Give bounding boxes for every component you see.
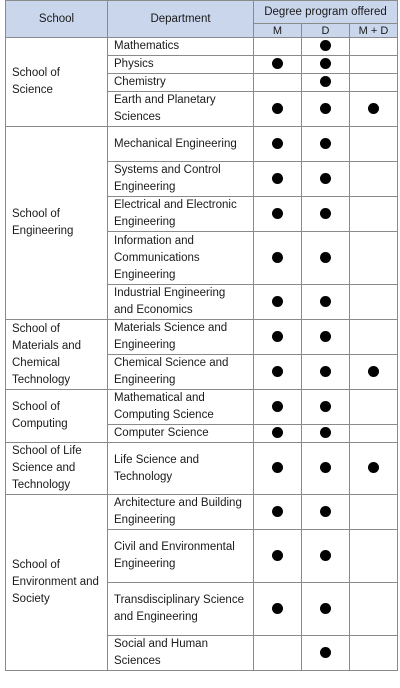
- degree-d-cell: [302, 197, 350, 232]
- degree-m-cell: [254, 232, 302, 285]
- header-department: Department: [108, 1, 254, 38]
- degree-md-cell: [350, 530, 398, 583]
- offered-dot-icon: [272, 427, 283, 438]
- offered-dot-icon: [320, 40, 331, 51]
- degree-d-cell: [302, 495, 350, 530]
- offered-dot-icon: [272, 462, 283, 473]
- offered-dot-icon: [272, 138, 283, 149]
- offered-dot-icon: [272, 58, 283, 69]
- degree-d-cell: [302, 636, 350, 671]
- degree-table-container: [5, 0, 398, 671]
- degree-md-cell: [350, 443, 398, 495]
- degree-m-cell: [254, 320, 302, 355]
- offered-dot-icon: [272, 173, 283, 184]
- department-name: Mechanical Engineering: [108, 127, 254, 162]
- degree-md-cell: [350, 355, 398, 390]
- degree-d-cell: [302, 56, 350, 74]
- degree-d-cell: [302, 530, 350, 583]
- table-row: [6, 127, 398, 162]
- department-name: Life Science and Technology: [108, 443, 254, 495]
- degree-d-cell: [302, 74, 350, 92]
- degree-m-cell: [254, 495, 302, 530]
- offered-dot-icon: [272, 506, 283, 517]
- offered-dot-icon: [272, 208, 283, 219]
- department-name: Earth and Planetary Sciences: [108, 92, 254, 127]
- department-name: Electrical and Electronic Engineering: [108, 197, 254, 232]
- offered-dot-icon: [320, 366, 331, 377]
- degree-d-cell: [302, 425, 350, 443]
- degree-md-cell: [350, 56, 398, 74]
- school-name: School of Computing: [6, 390, 108, 443]
- header-degree-program: Degree program offered: [254, 1, 398, 24]
- degree-m-cell: [254, 127, 302, 162]
- degree-d-cell: [302, 583, 350, 636]
- degree-md-cell: [350, 390, 398, 425]
- degree-md-cell: [350, 197, 398, 232]
- degree-m-cell: [254, 636, 302, 671]
- offered-dot-icon: [272, 103, 283, 114]
- offered-dot-icon: [272, 252, 283, 263]
- degree-md-cell: [350, 583, 398, 636]
- degree-m-cell: [254, 92, 302, 127]
- degree-d-cell: [302, 38, 350, 56]
- department-name: Architecture and Building Engineering: [108, 495, 254, 530]
- degree-md-cell: [350, 285, 398, 320]
- offered-dot-icon: [368, 366, 379, 377]
- offered-dot-icon: [320, 103, 331, 114]
- offered-dot-icon: [272, 331, 283, 342]
- degree-d-cell: [302, 232, 350, 285]
- degree-m-cell: [254, 390, 302, 425]
- department-name: Computer Science: [108, 425, 254, 443]
- degree-m-cell: [254, 355, 302, 390]
- offered-dot-icon: [320, 252, 331, 263]
- degree-md-cell: [350, 74, 398, 92]
- degree-m-cell: [254, 443, 302, 495]
- degree-m-cell: [254, 530, 302, 583]
- offered-dot-icon: [272, 603, 283, 614]
- degree-m-cell: [254, 425, 302, 443]
- degree-m-cell: [254, 162, 302, 197]
- offered-dot-icon: [320, 208, 331, 219]
- degree-m-cell: [254, 74, 302, 92]
- offered-dot-icon: [320, 550, 331, 561]
- offered-dot-icon: [272, 550, 283, 561]
- offered-dot-icon: [320, 173, 331, 184]
- offered-dot-icon: [320, 76, 331, 87]
- degree-d-cell: [302, 127, 350, 162]
- department-name: Chemistry: [108, 74, 254, 92]
- degree-md-cell: [350, 320, 398, 355]
- table-header: [6, 1, 398, 38]
- header-d: D: [302, 24, 350, 38]
- offered-dot-icon: [320, 427, 331, 438]
- offered-dot-icon: [320, 462, 331, 473]
- school-name: School of Life Science and Technology: [6, 443, 108, 495]
- degree-m-cell: [254, 38, 302, 56]
- department-name: Industrial Engineering and Economics: [108, 285, 254, 320]
- school-name: School of Engineering: [6, 127, 108, 320]
- offered-dot-icon: [320, 401, 331, 412]
- offered-dot-icon: [320, 296, 331, 307]
- offered-dot-icon: [272, 366, 283, 377]
- department-name: Social and Human Sciences: [108, 636, 254, 671]
- header-md: M + D: [350, 24, 398, 38]
- department-name: Materials Science and Engineering: [108, 320, 254, 355]
- department-name: Systems and Control Engineering: [108, 162, 254, 197]
- degree-m-cell: [254, 56, 302, 74]
- degree-d-cell: [302, 320, 350, 355]
- offered-dot-icon: [320, 58, 331, 69]
- department-name: Physics: [108, 56, 254, 74]
- degree-md-cell: [350, 636, 398, 671]
- school-name: School of Materials and Chemical Technology: [6, 320, 108, 390]
- degree-md-cell: [350, 495, 398, 530]
- offered-dot-icon: [320, 506, 331, 517]
- department-name: Information and Communications Engineering: [108, 232, 254, 285]
- offered-dot-icon: [320, 331, 331, 342]
- degree-d-cell: [302, 443, 350, 495]
- degree-m-cell: [254, 285, 302, 320]
- degree-d-cell: [302, 285, 350, 320]
- table-body: [6, 38, 398, 671]
- offered-dot-icon: [368, 103, 379, 114]
- table-row: [6, 495, 398, 530]
- department-name: Mathematics: [108, 38, 254, 56]
- department-name: Transdisciplinary Science and Engineering: [108, 583, 254, 636]
- offered-dot-icon: [320, 603, 331, 614]
- degree-d-cell: [302, 355, 350, 390]
- degree-md-cell: [350, 232, 398, 285]
- header-m: M: [254, 24, 302, 38]
- degree-md-cell: [350, 162, 398, 197]
- degree-d-cell: [302, 390, 350, 425]
- offered-dot-icon: [320, 647, 331, 658]
- degree-md-cell: [350, 425, 398, 443]
- school-name: School of Science: [6, 38, 108, 127]
- table-row: [6, 390, 398, 425]
- table-row: [6, 320, 398, 355]
- department-name: Chemical Science and Engineering: [108, 355, 254, 390]
- offered-dot-icon: [272, 401, 283, 412]
- degree-d-cell: [302, 92, 350, 127]
- offered-dot-icon: [272, 296, 283, 307]
- degree-md-cell: [350, 92, 398, 127]
- table-row: [6, 443, 398, 495]
- department-name: Mathematical and Computing Science: [108, 390, 254, 425]
- table-row: [6, 38, 398, 56]
- department-name: Civil and Environmental Engineering: [108, 530, 254, 583]
- header-school: School: [6, 1, 108, 38]
- degree-program-table: [5, 0, 398, 671]
- offered-dot-icon: [320, 138, 331, 149]
- offered-dot-icon: [368, 462, 379, 473]
- degree-md-cell: [350, 38, 398, 56]
- school-name: School of Environment and Society: [6, 495, 108, 671]
- degree-m-cell: [254, 197, 302, 232]
- degree-m-cell: [254, 583, 302, 636]
- degree-md-cell: [350, 127, 398, 162]
- degree-d-cell: [302, 162, 350, 197]
